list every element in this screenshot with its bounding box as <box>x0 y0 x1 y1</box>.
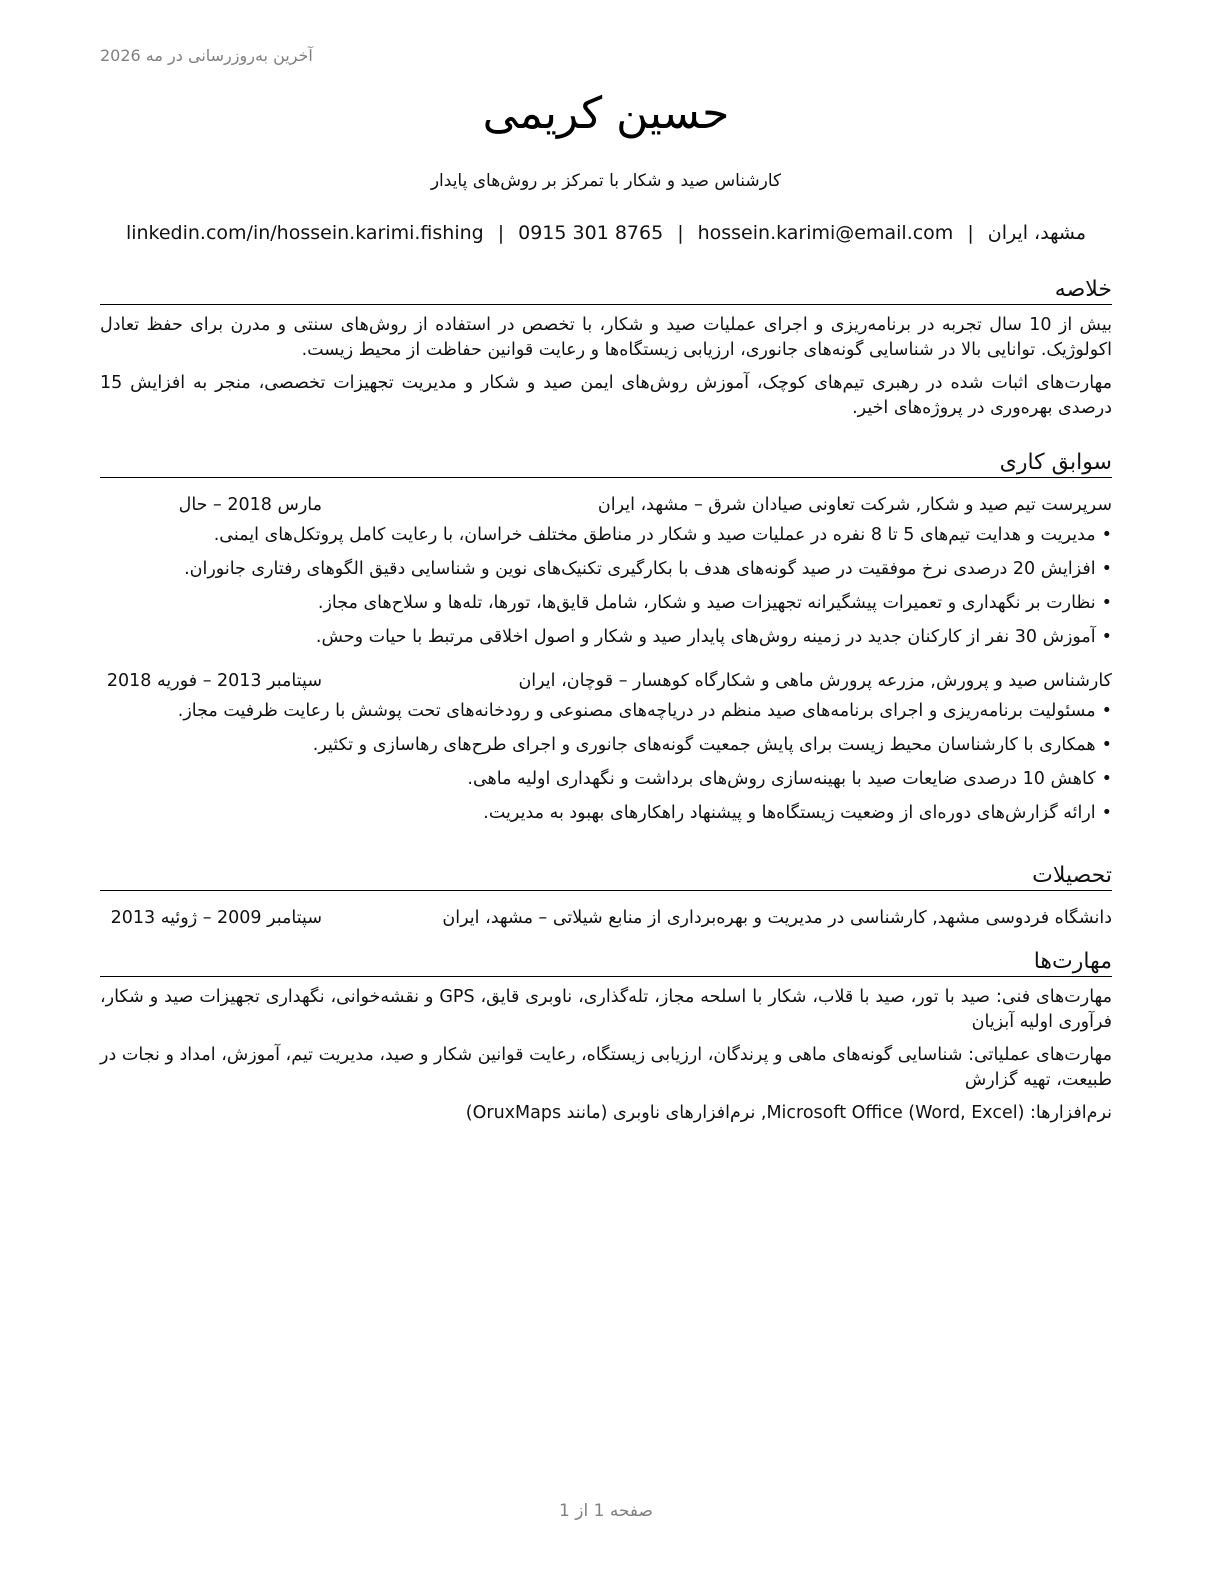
tagline: کارشناس صید و شکار با تمرکز بر روش‌های پایدار <box>430 171 782 191</box>
skills-section <box>100 948 1112 1126</box>
contact-phone[interactable]: 0915 301 8765 <box>518 222 664 244</box>
job-bullets <box>100 698 1112 826</box>
skill-line: نرم‌افزارها: Microsoft Office (Word, Excel), نرم‌افزارهای ناوبری (مانند OruxMaps) <box>465 1103 1112 1123</box>
job-bullet: •نظارت بر نگهداری و تعمیرات پیشگیرانه تجهیزات صید و شکار، شامل قایق‌ها، تورها، تله‌ها و سلاح‌های مجاز. <box>317 593 1112 613</box>
job-role: سرپرست تیم صید و شکار, شرکت تعاونی صیادان شرق – مشهد، ایران <box>597 495 1112 515</box>
skills-title: مهارت‌ها <box>100 948 1112 977</box>
education-line: دانشگاه فردوسی مشهد, کارشناسی در مدیریت و بهره‌برداری از منابع شیلاتی – مشهد، ایران <box>442 908 1112 928</box>
job-bullet: •کاهش 10 درصدی ضایعات صید با بهینه‌سازی روش‌های برداشت و نگهداری اولیه ماهی. <box>467 769 1112 789</box>
education-title: تحصیلات <box>100 862 1112 891</box>
job-bullet: •مسئولیت برنامه‌ریزی و اجرای برنامه‌های صید منظم در دریاچه‌های مصنوعی و رودخانه‌های تحت پوشش با رعایت ظرفیت مجاز. <box>177 701 1112 721</box>
summary-paragraph: بیش از 10 سال تجربه در برنامه‌ریزی و اجرای عملیات صید و شکار، با تخصص در استفاده از روش‌های سنتی و مدرن برای حفظ تعادل اکولوژیک. توانایی بالا در شناسایی گونه‌های جانوری، ارزیابی زیستگاه‌ها و رعایت قوانین حفاظت از محیط زیست. <box>100 315 1112 360</box>
job-bullet: •ارائه گزارش‌های دوره‌ای از وضعیت زیستگاه‌ها و پیشنهاد راهکارهای بهبود به مدیریت. <box>483 803 1112 823</box>
page-number: صفحه 1 از 1 <box>559 1501 653 1521</box>
contact-line <box>100 222 1112 244</box>
job-role: کارشناس صید و پرورش, مزرعه پرورش ماهی و شکارگاه کوهسار – قوچان، ایران <box>518 671 1112 691</box>
experience-section <box>100 449 1112 834</box>
job-bullets <box>100 522 1112 650</box>
education-entry <box>100 905 1112 931</box>
experience-title: سوابق کاری <box>100 449 1112 478</box>
job-dates: مارس 2018 – حال <box>178 495 322 515</box>
person-name: حسین کریمی <box>482 88 730 139</box>
job-bullet: •مدیریت و هدایت تیم‌های 5 تا 8 نفره در عملیات صید و شکار در مناطق مختلف خراسان، با رعایت کامل پروتکل‌های ایمنی. <box>213 525 1112 545</box>
education-dates: سپتامبر 2009 – ژوئیه 2013 <box>110 908 322 928</box>
contact-email[interactable]: hossein.karimi@email.com <box>697 222 954 244</box>
summary-paragraph: مهارت‌های اثبات شده در رهبری تیم‌های کوچک، آموزش روش‌های ایمن صید و شکار و مدیریت تجهیزات تخصصی، منجر به افزایش 15 درصدی بهره‌وری در پروژه‌های اخیر. <box>100 373 1112 418</box>
job-bullet: •همکاری با کارشناسان محیط زیست برای پایش جمعیت گونه‌های جانوری و اجرای طرح‌های رهاسازی و تکثیر. <box>312 735 1112 755</box>
resume-page <box>100 0 1112 1584</box>
job-entry <box>100 492 1112 650</box>
education-section <box>100 862 1112 931</box>
job-bullet: •افزایش 20 درصدی نرخ موفقیت در صید گونه‌های هدف با بکارگیری تکنیک‌های نوین و شناسایی دقیق الگوهای رفتاری جانوران. <box>184 559 1112 579</box>
job-dates: سپتامبر 2013 – فوریه 2018 <box>106 671 322 691</box>
contact-separator: | <box>497 222 505 244</box>
job-bullet: •آموزش 30 نفر از کارکنان جدید در زمینه روش‌های پایدار صید و شکار و اصول اخلاقی مرتبط با حیات وحش. <box>315 627 1112 647</box>
skill-line: مهارت‌های فنی: صید با تور، صید با قلاب، شکار با اسلحه مجاز، تله‌گذاری، ناوبری قایق، GPS و نقشه‌خوانی، نگهداری تجهیزات صید و شکار، فرآوری اولیه آبزیان <box>100 987 1112 1032</box>
contact-location: مشهد، ایران <box>987 222 1087 244</box>
job-header <box>100 668 1112 694</box>
contact-linkedin[interactable]: linkedin.com/in/hossein.karimi.fishing <box>125 222 484 244</box>
summary-title: خلاصه <box>100 276 1112 305</box>
contact-separator: | <box>967 222 974 244</box>
job-header <box>100 492 1112 518</box>
summary-section <box>100 276 1112 421</box>
job-entry <box>100 668 1112 826</box>
last-updated: آخرین به‌روزرسانی در مه 2026 <box>100 46 313 65</box>
contact-separator: | <box>677 222 684 244</box>
skill-line: مهارت‌های عملیاتی: شناسایی گونه‌های ماهی و پرندگان، ارزیابی زیستگاه، رعایت قوانین شکار و صید، مدیریت تیم، آموزش، امداد و نجات در طبیعت، تهیه گزارش <box>100 1045 1112 1090</box>
